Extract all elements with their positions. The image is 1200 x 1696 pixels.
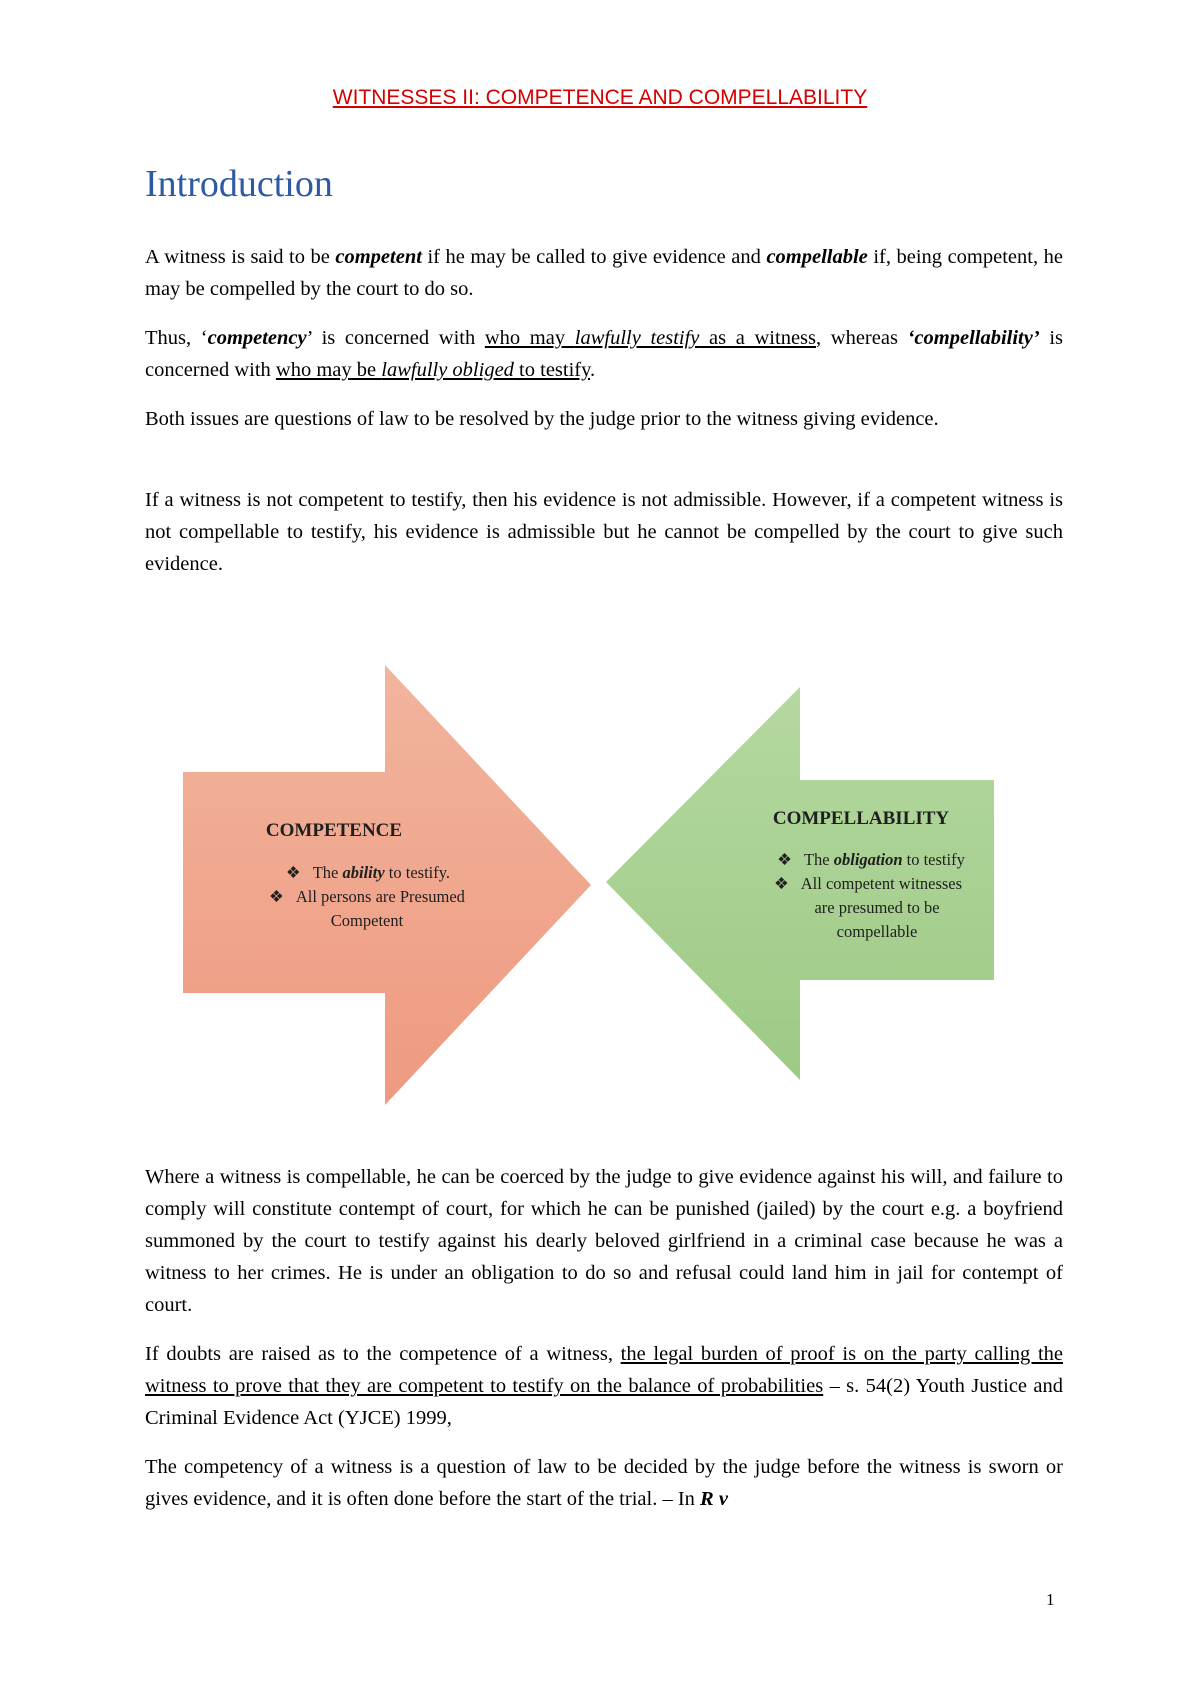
text-run: ability	[342, 863, 385, 882]
underlined-text: the legal burden of proof is on the party calling the witness to prove that they are competent to testify on the balance of probabilities	[145, 1343, 1063, 1397]
paragraph-admissibility: If a witness is not competent to testify, then his evidence is not admissible. However, if a competent witness is not compellable to testify, his evidence is admissible but he cannot be compelled by the court to give such evidence.	[145, 489, 1063, 575]
paragraph-questions-of-law: Both issues are questions of law to be resolved by the judge prior to the witness giving evidence.	[145, 408, 939, 430]
bullet-icon: ❖	[285, 863, 301, 882]
underlined-text: as a witness	[699, 327, 817, 349]
underlined-text: to testify	[513, 359, 591, 381]
text-run: if he may be called to give evidence and	[421, 246, 767, 268]
compellability-bullet-1	[777, 850, 965, 869]
text-run: The	[312, 863, 343, 882]
underlined-italic-text: lawfully testify	[574, 327, 700, 349]
paragraph-compellable-witness: Where a witness is compellable, he can be coerced by the judge to give evidence against his will, and failure to comply will constitute contempt of court, for which he can be punished (jailed) by the court e.g. a boyfriend summoned by the court to testify against his dearly beloved girlfriend in a criminal case because he was a witness to her crimes. He is under an obligation to do so and refusal could land him in jail for contempt of court.	[145, 1166, 1063, 1316]
case-name: R v	[700, 1488, 728, 1510]
text-run: If doubts are raised as to the competence of a witness,	[145, 1343, 621, 1365]
paragraph-competency-vs-compellability	[145, 322, 1063, 386]
document-title: WITNESSES II: COMPETENCE AND COMPELLABILITY	[332, 86, 868, 109]
paragraph-burden-of-proof	[145, 1338, 1063, 1434]
competence-title: COMPETENCE	[265, 820, 403, 841]
text-run: A witness is said to be	[145, 246, 336, 268]
competence-arrow	[183, 665, 591, 1105]
text-run: obligation	[833, 850, 903, 869]
text-run: The competency of a witness is a question of law to be decided by the judge before the witness is sworn or gives evidence, and it is often done before the start of the trial. – In	[145, 1456, 1063, 1510]
text-run: All competent witnesses	[800, 874, 963, 893]
text-run: to testify	[902, 850, 965, 869]
text-run: if, being competent, he may be compelled by the court to do so.	[145, 246, 1063, 300]
compellability-bullet-2	[774, 874, 962, 893]
text-run: ’ is concerned with	[306, 327, 485, 349]
underlined-text: who may	[484, 327, 575, 349]
text-run: to testify.	[384, 863, 451, 882]
compellability-bullet-2-cont2: compellable	[836, 922, 918, 941]
competence-bullet-2-cont: Competent	[330, 911, 404, 930]
compellability-bullet-2-cont: are presumed to be	[814, 898, 940, 917]
text-run: The	[803, 850, 834, 869]
page-number: 1	[1046, 1590, 1055, 1609]
text-run: .	[590, 359, 596, 381]
underlined-italic-text: lawfully obliged	[381, 359, 514, 381]
paragraph-definitions	[145, 241, 1063, 305]
text-run: Thus, ‘	[145, 327, 208, 349]
text-run: is concerned with	[145, 327, 1063, 381]
competence-compellability-diagram	[0, 640, 1200, 1120]
bullet-icon: ❖	[773, 874, 789, 893]
text-run: – s. 54(2) Youth Justice and Criminal Evidence Act (YJCE) 1999,	[145, 1375, 1063, 1429]
bullet-icon: ❖	[269, 887, 284, 906]
compellability-title: COMPELLABILITY	[772, 808, 950, 829]
term-compellability: ‘compellability’	[907, 327, 1040, 349]
text-run: , whereas	[816, 327, 908, 349]
term-competency: competency	[207, 327, 307, 349]
term-competent: competent	[335, 246, 422, 268]
section-heading: Introduction	[145, 163, 333, 205]
paragraph-competency-question	[145, 1451, 1063, 1515]
competence-bullet-2	[269, 887, 466, 906]
term-compellable: compellable	[766, 246, 868, 268]
bullet-icon: ❖	[777, 850, 792, 869]
underlined-text: who may be	[275, 359, 382, 381]
text-run: All persons are Presumed	[295, 887, 465, 906]
